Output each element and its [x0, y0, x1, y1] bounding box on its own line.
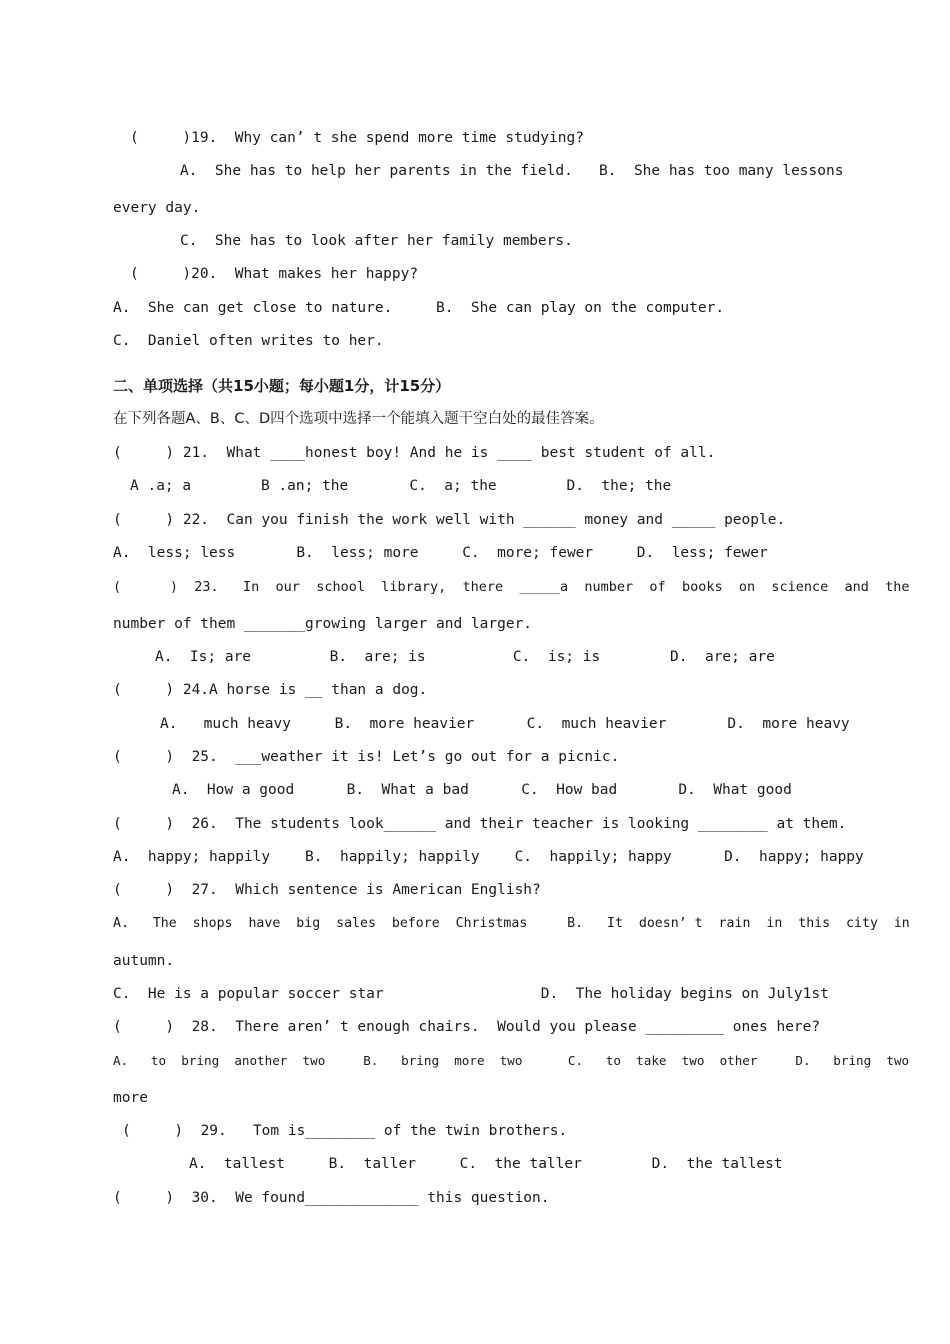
- question-24-options: A. much heavy B. more heavier C. much heavier D. more heavy: [160, 716, 850, 732]
- question-19-options-line-1: A. She has to help her parents in the field. B. She has too many lessons: [180, 163, 844, 179]
- question-23-line-1: ( ) 23. In our school library, there _____a number of books on science and the: [113, 579, 910, 595]
- question-23-line-2: number of them _______growing larger and larger.: [113, 616, 533, 632]
- question-27-options-ab-cont: autumn.: [113, 953, 175, 969]
- question-27: ( ) 27. Which sentence is American English?: [113, 882, 541, 898]
- question-24: ( ) 24.A horse is __ than a dog.: [113, 682, 428, 698]
- question-27-options-ab: A. The shops have big sales before Christmas B. It doesn’ t rain in this city in: [113, 916, 910, 931]
- question-29-options: A. tallest B. taller C. the taller D. the tallest: [189, 1156, 783, 1172]
- question-25: ( ) 25. ___weather it is! Let’s go out for a picnic.: [113, 749, 620, 765]
- question-28-options-cont: more: [113, 1090, 148, 1106]
- question-21-options: A .a; a B .an; the C. a; the D. the; the: [130, 478, 672, 494]
- question-23-options: A. Is; are B. are; is C. is; is D. are; are: [155, 649, 775, 665]
- question-19-option-c: C. She has to look after her family members.: [180, 233, 573, 249]
- question-30: ( ) 30. We found_____________ this question.: [113, 1190, 550, 1206]
- question-21: ( ) 21. What ____honest boy! And he is ____ best student of all.: [113, 445, 716, 461]
- section-instructions: 在下列各题A、B、C、D四个选项中选择一个能填入题干空白处的最佳答案。: [113, 411, 604, 427]
- question-20-option-c: C. Daniel often writes to her.: [113, 333, 384, 349]
- question-20-options-ab: A. She can get close to nature. B. She can play on the computer.: [113, 300, 725, 316]
- question-27-options-cd: C. He is a popular soccer star D. The holiday begins on July1st: [113, 986, 829, 1002]
- question-22-options: A. less; less B. less; more C. more; fewer D. less; fewer: [113, 545, 768, 561]
- question-19-options-line-2: every day.: [113, 200, 201, 216]
- section-heading: 二、单项选择（共15小题；每小题1分，计15分）: [113, 377, 451, 395]
- question-26: ( ) 26. The students look______ and their teacher is looking ________ at them.: [113, 816, 847, 832]
- question-19: ( )19. Why can’ t she spend more time studying?: [130, 130, 584, 146]
- question-20: ( )20. What makes her happy?: [130, 266, 419, 282]
- question-29: ( ) 29. Tom is________ of the twin brothers.: [122, 1123, 568, 1139]
- question-28-options: A. to bring another two B. bring more two C. to take two other D. bring two: [113, 1053, 910, 1068]
- question-25-options: A. How a good B. What a bad C. How bad D. What good: [172, 782, 792, 798]
- question-28: ( ) 28. There aren’ t enough chairs. Would you please _________ ones here?: [113, 1019, 821, 1035]
- question-22: ( ) 22. Can you finish the work well with ______ money and _____ people.: [113, 512, 786, 528]
- question-26-options: A. happy; happily B. happily; happily C. happily; happy D. happy; happy: [113, 849, 864, 865]
